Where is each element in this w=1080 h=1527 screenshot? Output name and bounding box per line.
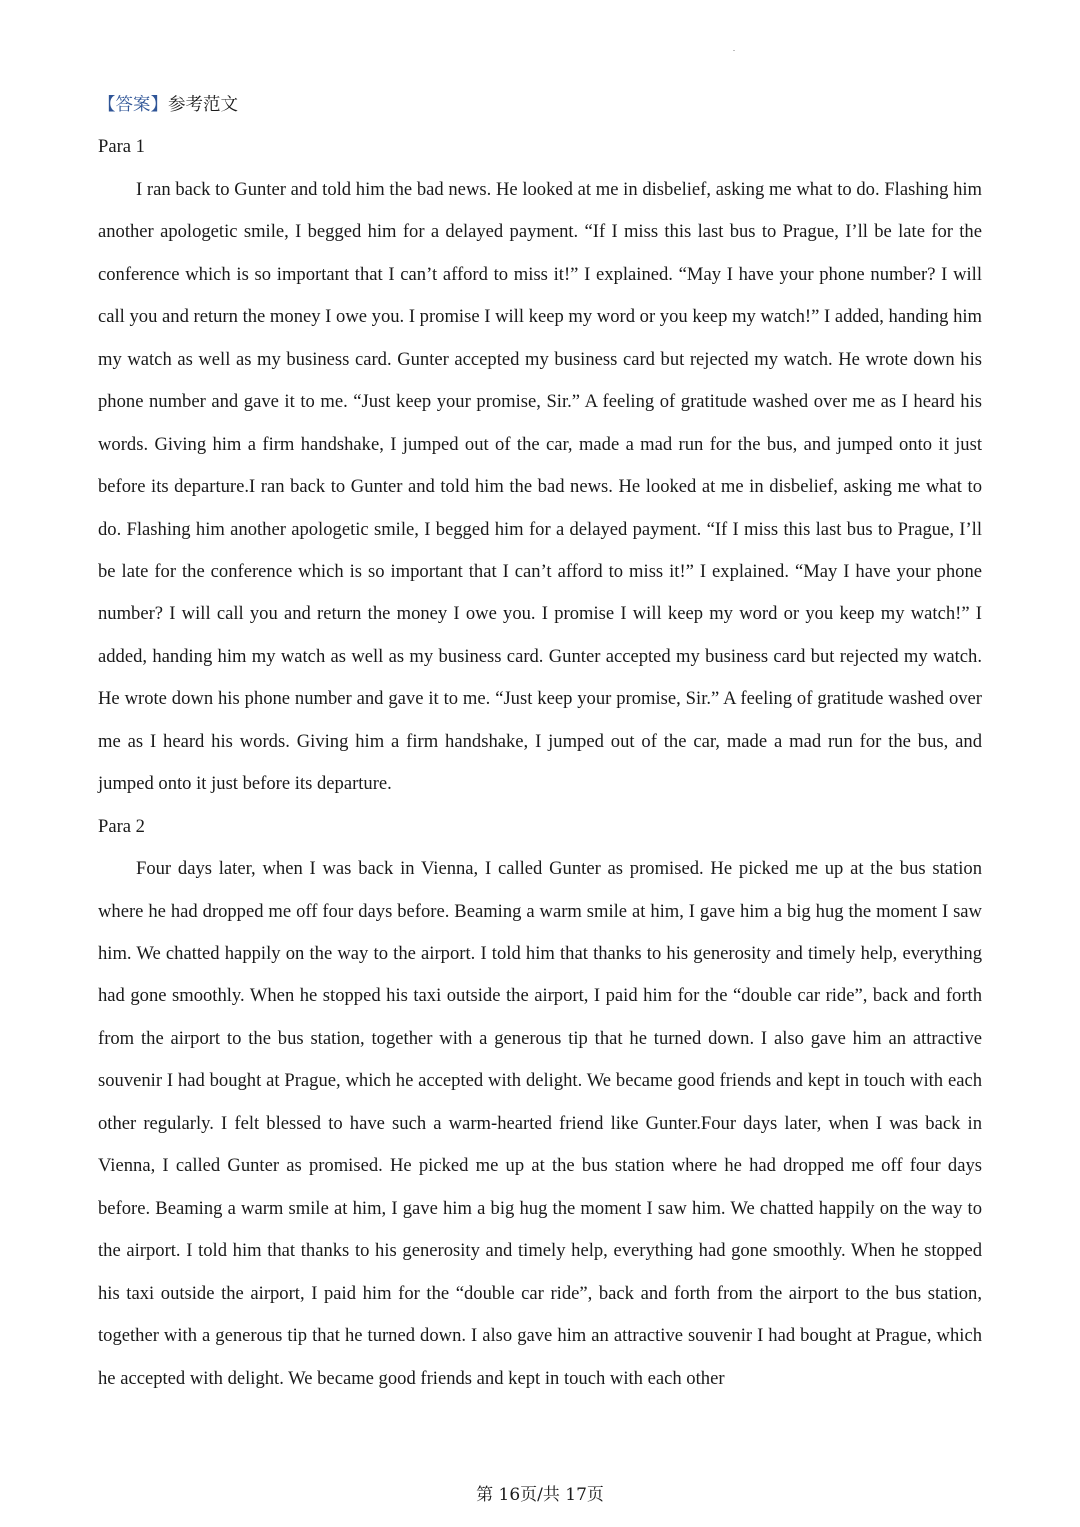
answer-tag: 【答案】 [98, 95, 168, 115]
answer-title: 参考范文 [168, 95, 238, 115]
answer-content [98, 84, 982, 1400]
page-number-footer: 第 16页/共 17页 [476, 1485, 604, 1505]
answer-heading [98, 84, 982, 126]
para-2-label: Para 2 [98, 815, 145, 837]
corner-mark: . [733, 44, 735, 53]
para-2-text: Four days later, when I was back in Vienna, I called Gunter as promised. He picked me up at the bus station where he had dropped me off four days before. Beaming a warm smile at him, I gave him a big hug the moment I saw him. We chatted happily on the way to the airport. I told him that thanks to his generosity and timely help, everything had gone smoothly. When he stopped his taxi outside the airport, I paid him for the “double car ride”, back and forth from the airport to the bus station, together with a generous tip that he turned down. I also gave him an attractive souvenir I had bought at Prague, which he accepted with delight. We became good friends and kept in touch with each other regularly. I felt blessed to have such a warm-hearted friend like Gunter.Four days later, when I was back in Vienna, I called Gunter as promised. He picked me up at the bus station where he had dropped me off four days before. Beaming a warm smile at him, I gave him a big hug the moment I saw him. We chatted happily on the way to the airport. I told him that thanks to his generosity and timely help, everything had gone smoothly. When he stopped his taxi outside the airport, I paid him for the “double car ride”, back and forth from the airport to the bus station, together with a generous tip that he turned down. I also gave him an attractive souvenir I had bought at Prague, which he accepted with delight. We became good friends and kept in touch with each other [98, 858, 982, 1389]
para-1-text: I ran back to Gunter and told him the bad news. He looked at me in disbelief, asking me what to do. Flashing him another apologetic smile, I begged him for a delayed payment. “If I miss this last bus to Prague, I’ll be late for the conference which is so important that I can’t afford to miss it!” I explained. “May I have your phone number? I will call you and return the money I owe you. I promise I will keep my word or you keep my watch!” I added, handing him my watch as well as my business card. Gunter accepted my business card but rejected my watch. He wrote down his phone number and gave it to me. “Just keep your promise, Sir.” A feeling of gratitude washed over me as I heard his words. Giving him a firm handshake, I jumped out of the car, made a mad run for the bus, and jumped onto it just before its departure.I ran back to Gunter and told him the bad news. He looked at me in disbelief, asking me what to do. Flashing him another apologetic smile, I begged him for a delayed payment. “If I miss this last bus to Prague, I’ll be late for the conference which is so important that I can’t afford to miss it!” I explained. “May I have your phone number? I will call you and return the money I owe you. I promise I will keep my word or you keep my watch!” I added, handing him my watch as well as my business card. Gunter accepted my business card but rejected my watch. He wrote down his phone number and gave it to me. “Just keep your promise, Sir.” A feeling of gratitude washed over me as I heard his words. Giving him a firm handshake, I jumped out of the car, made a mad run for the bus, and jumped onto it just before its departure. [98, 178, 982, 795]
para-1-label: Para 1 [98, 136, 145, 158]
